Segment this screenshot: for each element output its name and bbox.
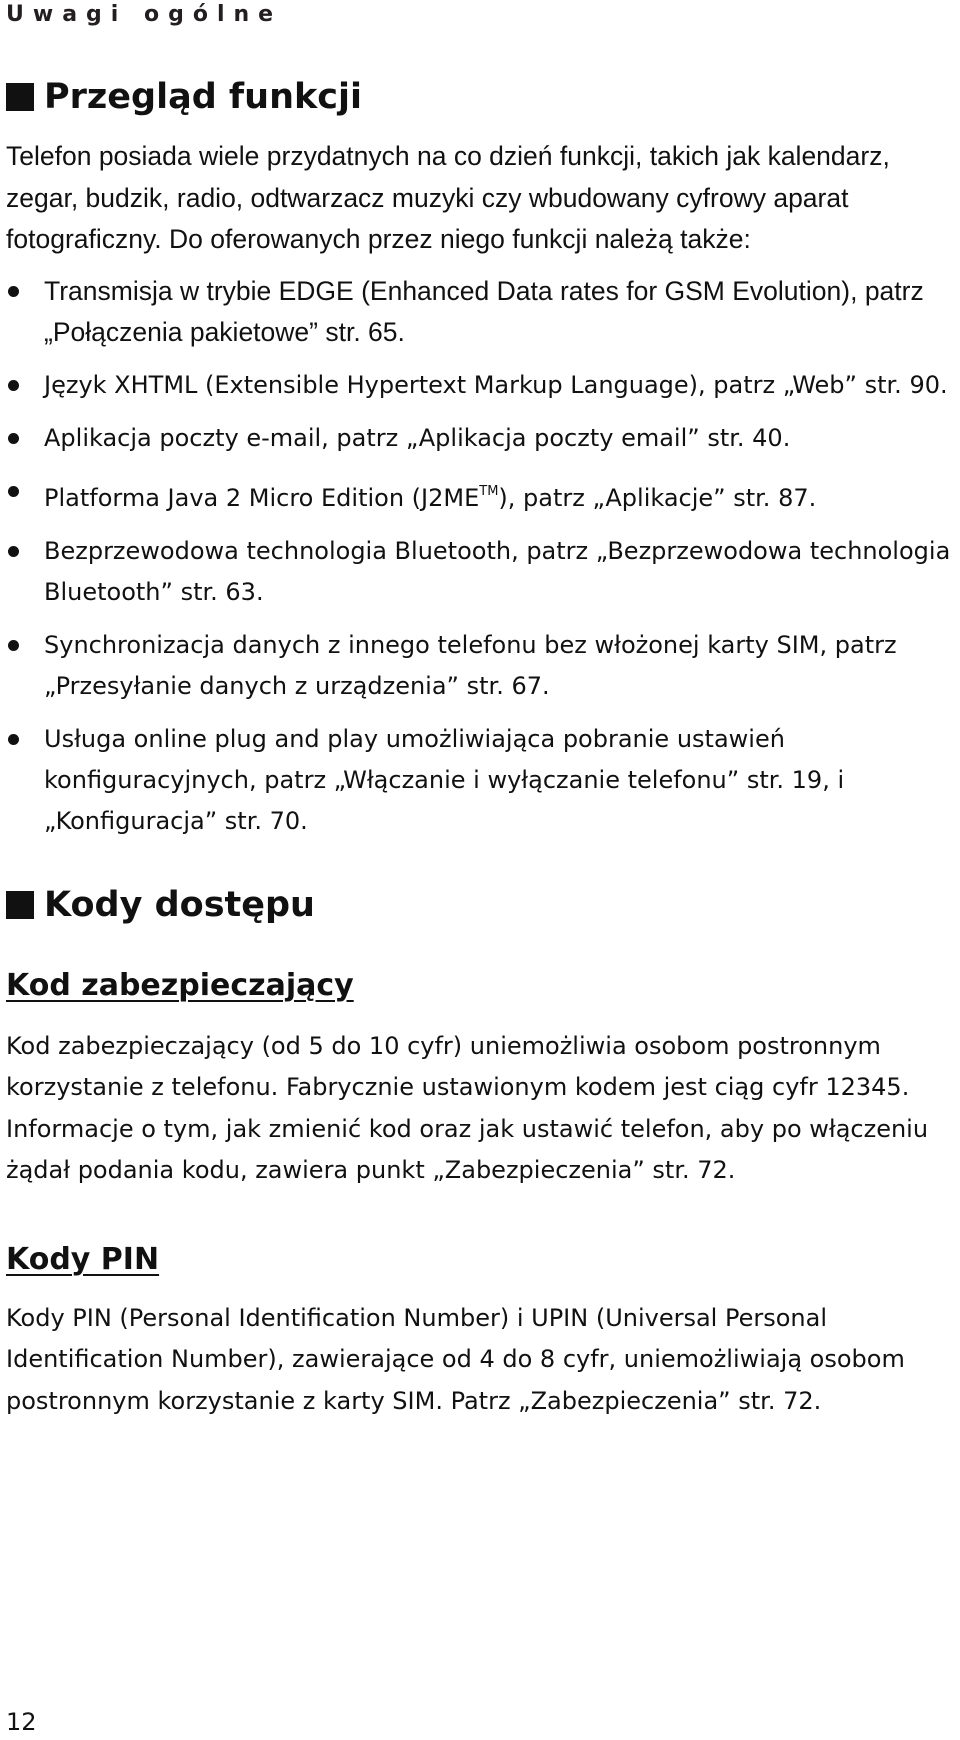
page-content	[6, 72, 954, 1422]
list-item	[6, 418, 954, 459]
page-number: 12	[6, 1708, 37, 1736]
section-title-access-codes-text: Kody dostępu	[44, 884, 315, 925]
list-item	[6, 719, 954, 842]
pin-codes-text: Kody PIN (Personal Identification Number) i UPIN (Universal Personal Identification Number), zawierające od 4 do 8 cyfr, uniemożliwiają osobom postronnym korzystanie z karty SIM. Patrz „Zabezpieczenia” str. 72.	[6, 1303, 905, 1415]
list-item	[6, 271, 954, 353]
feature-list	[6, 271, 954, 842]
bullet-icon	[8, 380, 19, 391]
list-item	[6, 531, 954, 613]
list-item	[6, 365, 954, 406]
pin-codes-heading: Kody PIN	[6, 1241, 160, 1277]
overview-intro: Telefon posiada wiele przydatnych na co dzień funkcji, takich jak kalendarz, zegar, budzik, radio, odtwarzacz muzyki czy wbudowany cyfrowy aparat fotograficzny. Do oferowanych przez niego funkcji należą także:	[6, 141, 890, 254]
list-item	[6, 471, 954, 519]
security-code-text: Kod zabezpieczający (od 5 do 10 cyfr) uniemożliwia osobom postronnym korzystanie z telefonu. Fabrycznie ustawionym kodem jest ciąg cyfr 12345. Informacje o tym, jak zmienić kod oraz jak ustawić telefon, aby po włączeniu żądał podania kodu, zawiera punkt „Zabezpieczenia” str. 72.	[6, 1031, 929, 1184]
security-code-heading: Kod zabezpieczający	[6, 967, 354, 1003]
java-text-before: Platforma Java 2 Micro Edition (J2ME	[44, 483, 480, 512]
bullet-icon	[8, 486, 19, 497]
list-item-text: Język XHTML (Extensible Hypertext Markup Language), patrz „Web” str. 90.	[44, 370, 948, 399]
bullet-icon	[8, 546, 19, 557]
black-square-icon	[6, 891, 34, 919]
list-item-text: Usługa online plug and play umożliwiająca pobranie ustawień konfiguracyjnych, patrz „Włączanie i wyłączanie telefonu” str. 19, i „Konfiguracja” str. 70.	[44, 724, 845, 835]
black-square-icon	[6, 83, 34, 111]
list-item	[6, 625, 954, 707]
list-item-text: Aplikacja poczty e-mail, patrz „Aplikacja poczty email” str. 40.	[44, 423, 791, 452]
section-title-overview	[6, 72, 954, 122]
bullet-icon	[8, 734, 19, 745]
list-item-text: Bezprzewodowa technologia Bluetooth, patrz „Bezprzewodowa technologia Bluetooth” str. 63.	[44, 536, 951, 606]
running-header: Uwagi ogólne	[6, 2, 283, 27]
list-item-text: Synchronizacja danych z innego telefonu bez włożonej karty SIM, patrz „Przesyłanie danych z urządzenia” str. 67.	[44, 630, 897, 700]
bullet-icon	[8, 433, 19, 444]
list-item-text: Transmisja w trybie EDGE (Enhanced Data rates for GSM Evolution), patrz „Połączenia pakietowe” str. 65.	[44, 275, 924, 347]
java-text-after: ), patrz „Aplikacje” str. 87.	[498, 483, 817, 512]
trademark-mark: TM	[479, 483, 499, 499]
section-title-overview-text: Przegląd funkcji	[44, 77, 363, 117]
bullet-icon	[8, 640, 19, 651]
section-title-access-codes	[6, 880, 954, 930]
bullet-icon	[8, 286, 19, 297]
